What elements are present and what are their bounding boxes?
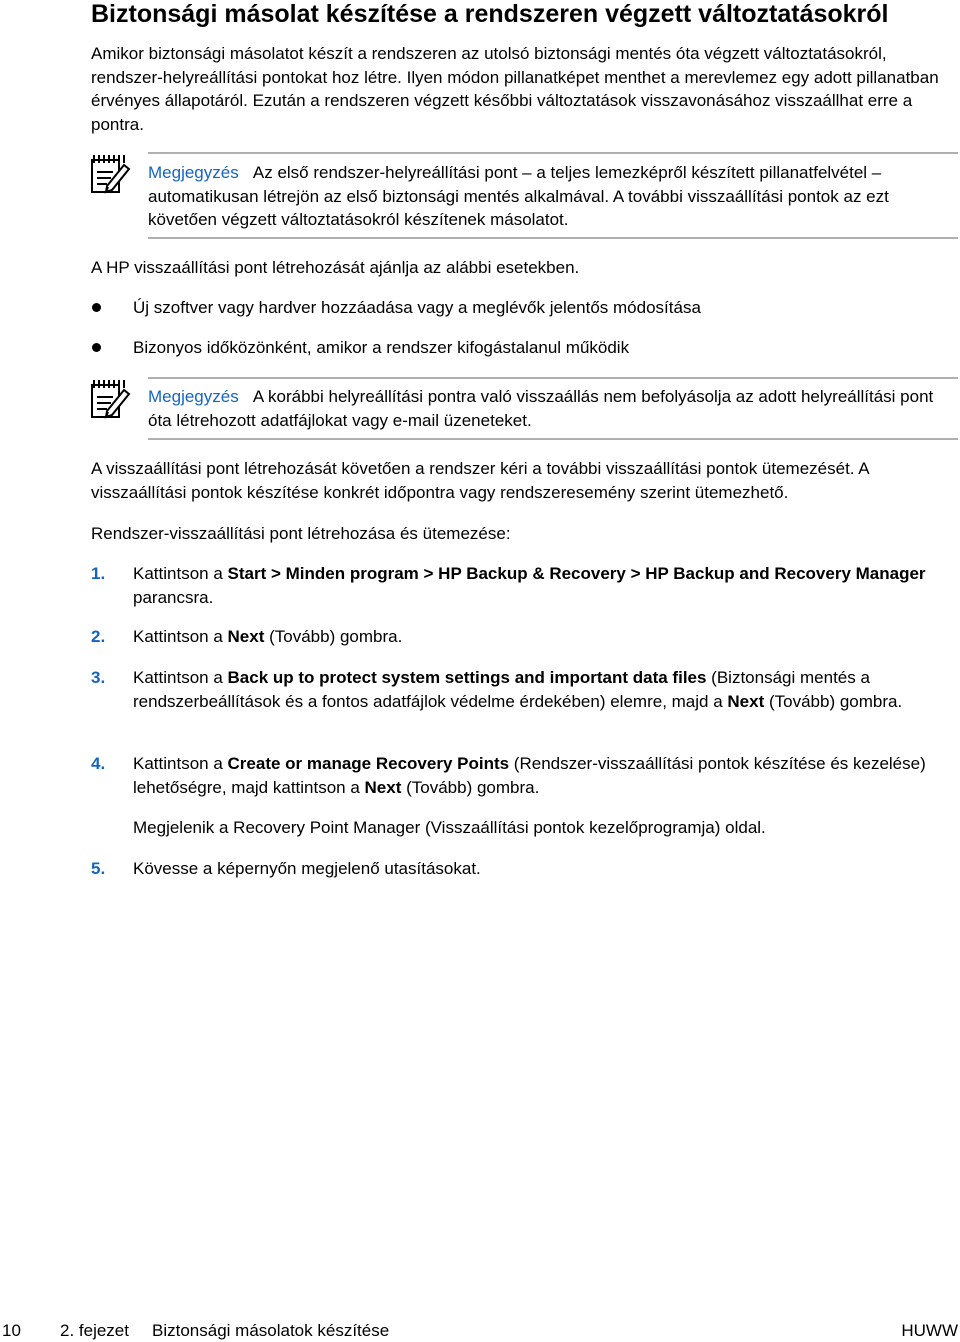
step-1 [133, 562, 959, 609]
bullet-dot [92, 303, 101, 312]
step-text: (Rendszer-visszaállítási pontok készítése és kezelése) lehetőségre, majd kattintson a [133, 754, 926, 797]
step-text: Kattintson a [133, 627, 228, 646]
step-command: Next [227, 627, 265, 646]
bullet-item: Bizonyos időközönként, amikor a rendszer kifogástalanul működik [133, 338, 630, 357]
step-number: 1. [91, 564, 106, 583]
intro-paragraph: Amikor biztonsági másolatot készít a rendszeren az utolsó biztonsági mentés óta végzett változtatásokról, rendszer-helyreállítási pontokat hoz létre. Ilyen módon pillanatképet menthet a merevlemez egy adott pillanatban érvényes állapotáról. Ezután a rendszeren végzett későbbi változtatások visszavonásához visszaállhat erre a pontra. [91, 44, 939, 134]
step-4-result: Megjelenik a Recovery Point Manager (Visszaállítási pontok kezelőprogramja) oldal. [133, 818, 766, 837]
step-4 [133, 752, 959, 799]
step-text: Kövesse a képernyőn megjelenő utasításokat. [133, 859, 481, 878]
step-command: Start > Minden program > HP Backup & Recovery > HP Backup and Recovery Manager [227, 564, 926, 583]
page-title: Biztonsági másolat készítése a rendszeren végzett változtatásokról [91, 0, 889, 28]
note-text: Az első rendszer-helyreállítási pont – a teljes lemezképről készített pillanatfelvétel – automatikusan létrejön az első biztonsági mentés alkalmával. A további visszaállítási pontok az ezt követően végzett változtatásokról készítenek másolatot. [148, 163, 889, 229]
note-pencil-icon [89, 153, 131, 195]
bullet-dot [92, 343, 101, 352]
step-command: Next [364, 777, 402, 797]
step-2 [133, 625, 959, 649]
step-command: Next [727, 691, 765, 711]
note-rule-top [148, 377, 958, 379]
step-text: Kattintson a [133, 668, 228, 687]
step-number: 2. [91, 627, 106, 646]
footer-chapter: 2. fejezet [60, 1321, 129, 1340]
step-command: Create or manage Recovery Points [227, 754, 510, 773]
note-label: Megjegyzés [148, 163, 239, 182]
step-text: Kattintson a [133, 564, 228, 583]
footer-brand: HUWW [901, 1321, 958, 1340]
note-pencil-icon [89, 378, 131, 420]
schedule-paragraph: A visszaállítási pont létrehozását követően a rendszer kéri a további visszaállítási pontok ütemezését. A visszaállítási pontok készítése konkrét időpontra vagy rendszeresemény szerint ütemezhető. [91, 459, 869, 502]
step-number: 3. [91, 668, 106, 687]
step-text: parancsra. [133, 587, 214, 607]
step-5 [133, 857, 959, 881]
step-command: Back up to protect system settings and important data files [227, 668, 707, 687]
step-text: Kattintson a [133, 754, 228, 773]
step-3 [133, 666, 959, 713]
step-text: (Biztonsági mentés a rendszerbeállítások és a fontos adatfájlok védelme érdekében) elemre, majd a [133, 668, 870, 711]
steps-heading: Rendszer-visszaállítási pont létrehozása és ütemezése: [91, 524, 511, 543]
note-2 [148, 385, 960, 432]
note-rule-top [148, 152, 958, 154]
step-number: 5. [91, 859, 106, 878]
note-text: A korábbi helyreállítási pontra való visszaállás nem befolyásolja az adott helyreállítási pont óta létrehozott adatfájlokat vagy e-mail üzeneteket. [148, 387, 934, 430]
recommend-paragraph: A HP visszaállítási pont létrehozását ajánlja az alábbi esetekben. [91, 258, 580, 277]
footer-chapter-title: Biztonsági másolatok készítése [152, 1321, 390, 1340]
step-text: (Tovább) gombra. [264, 627, 403, 646]
bullet-item: Új szoftver vagy hardver hozzáadása vagy a meglévők jelentős módosítása [133, 298, 701, 317]
step-text: (Tovább) gombra. [764, 691, 903, 711]
step-number: 4. [91, 754, 106, 773]
note-1 [148, 161, 960, 232]
note-label: Megjegyzés [148, 387, 239, 406]
step-text: (Tovább) gombra. [401, 777, 540, 797]
page-number: 10 [2, 1321, 21, 1340]
note-rule-bottom [148, 237, 958, 239]
note-rule-bottom [148, 438, 958, 440]
